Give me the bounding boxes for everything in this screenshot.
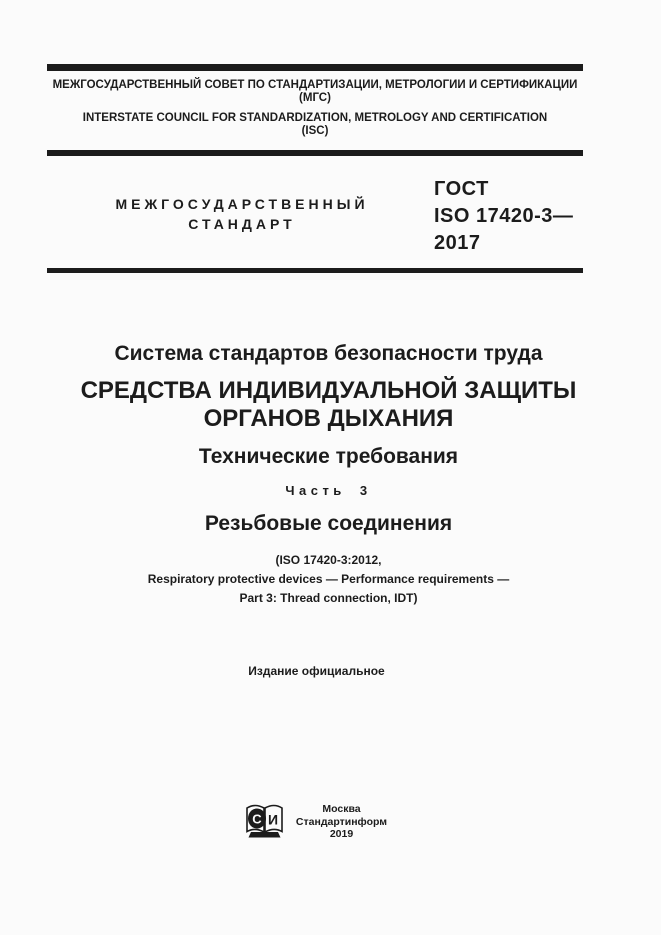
designation-line3: 2017 [434,232,481,254]
council-name-ru: МЕЖГОСУДАРСТВЕННЫЙ СОВЕТ ПО СТАНДАРТИЗАЦИИ, МЕТРОЛОГИИ И СЕРТИФИКАЦИИ [52,79,578,91]
horizontal-rule-top [47,64,583,71]
council-name-en: INTERSTATE COUNCIL FOR STANDARDIZATION, METROLOGY AND CERTIFICATION [82,112,548,124]
standard-designation [434,176,594,257]
standards-system-title: Система стандартов безопасности труда [114,342,543,365]
standard-type-line1: МЕЖГОСУДАРСТВЕННЫЙ [115,196,369,212]
iso-reference [0,551,657,608]
main-title-line2: ОРГАНОВ ДЫХАНИЯ [203,405,454,432]
council-abbr-ru: (МГС) [299,92,331,104]
designation-line1: ГОСТ [434,178,489,200]
standard-type-line2: СТАНДАРТ [188,216,296,232]
part-number: Часть 3 [285,483,372,498]
standartinform-book-logo-icon [244,802,285,840]
standard-subtitle: Технические требования [198,445,459,468]
horizontal-rule-middle [47,150,583,156]
svg-text:С: С [252,811,262,827]
standard-type-label [47,194,437,234]
iso-reference-line2: Respiratory protective devices — Performance requirements — [147,572,510,586]
designation-line2: ISO 17420-3— [434,205,574,227]
svg-text:И: И [267,811,279,828]
council-abbr-en: (ISC) [301,125,329,137]
standard-main-title [0,377,657,433]
imprint-text [284,803,399,841]
council-header [47,79,583,138]
imprint-year: 2019 [329,828,354,840]
main-title-line1: СРЕДСТВА ИНДИВИДУАЛЬНОЙ ЗАЩИТЫ [80,377,577,404]
imprint-publisher: Стандартинформ [295,815,388,828]
imprint-city: Москва [322,803,361,815]
horizontal-rule-bottom [47,268,583,273]
iso-reference-line1: (ISO 17420-3:2012, [275,553,382,567]
part-title: Резьбовые соединения [204,512,453,535]
edition-note: Издание официальное [248,664,385,678]
iso-reference-line3: Part 3: Thread connection, IDT) [239,591,418,605]
